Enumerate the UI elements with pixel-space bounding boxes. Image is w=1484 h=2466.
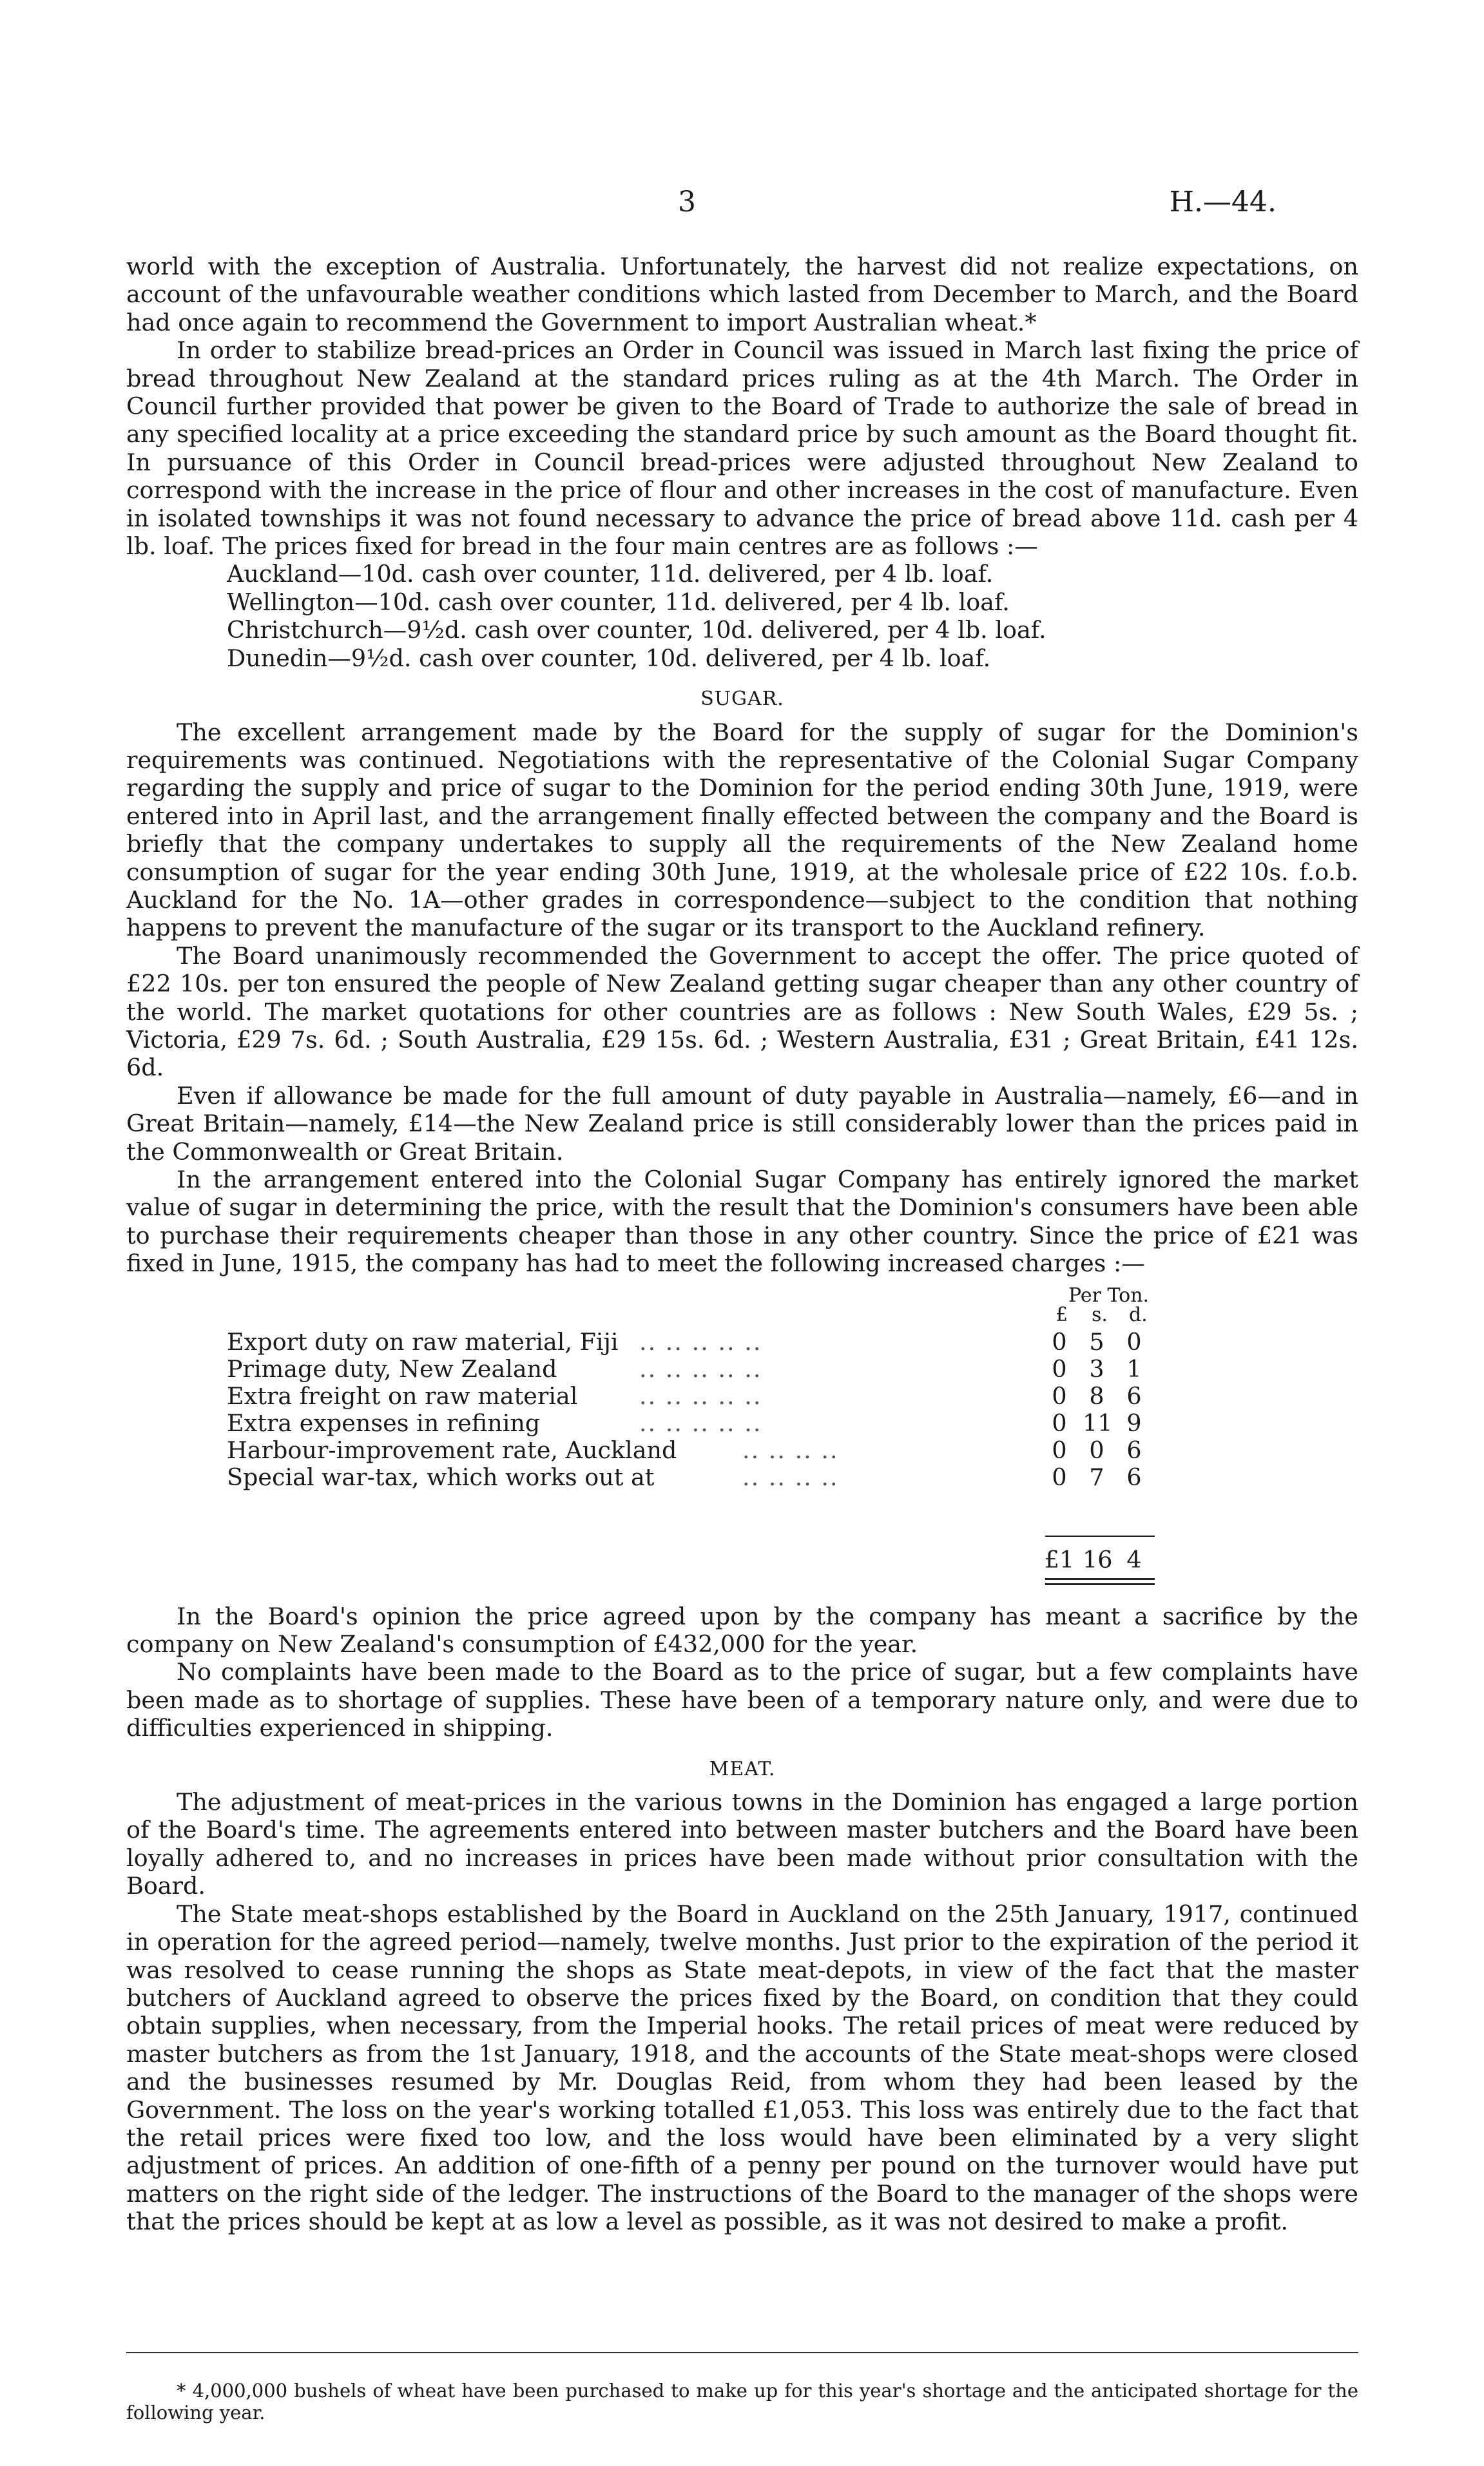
total-double-rule <box>1045 1578 1155 1580</box>
charge-label: Extra expenses in refining <box>227 1409 541 1437</box>
paragraph: In the Board's opinion the price agreed upon by the company has meant a sacrifice by the company on New Zealand's consumption of £432,000 for the year. <box>126 1602 1358 1659</box>
document-reference: H.—44. <box>1169 186 1277 218</box>
table-row <box>227 1463 1358 1490</box>
leader-dots: .. .. .. .. <box>742 1463 839 1491</box>
total-row <box>227 1546 1358 1573</box>
bread-price-list <box>227 560 1358 672</box>
table-row <box>227 1436 1358 1463</box>
amount-pounds: 0 <box>1052 1463 1067 1491</box>
amount-shillings: 8 <box>1089 1382 1104 1410</box>
column-header-shillings: s. <box>1092 1303 1108 1326</box>
section-heading-sugar: SUGAR. <box>700 688 784 711</box>
total-shillings: 16 <box>1083 1545 1113 1574</box>
table-row <box>227 1382 1358 1409</box>
footnote: * 4,000,000 bushels of wheat have been purchased to make up for this year's shortage and the anticipated shortage for the following year. <box>126 2380 1358 2423</box>
leader-dots: .. .. .. .. .. <box>639 1382 762 1410</box>
amount-shillings: 3 <box>1089 1354 1104 1383</box>
paragraph: world with the exception of Australia. Unfortunately, the harvest did not realize expectations, on account of the unfavourable weather conditions which lasted from December to March, and the Board had once again to recommend the Government to import Australian wheat.* <box>126 253 1358 336</box>
amount-pounds: 0 <box>1052 1327 1067 1356</box>
column-header-per-ton: Per Ton. <box>1068 1284 1150 1307</box>
amount-pence: 1 <box>1126 1354 1142 1383</box>
paragraph: No complaints have been made to the Board as to the price of sugar, but a few complaints have been made as to shortage of supplies. These have been of a temporary nature only, and were due to difficulties experienced in shipping. <box>126 1658 1358 1742</box>
page-number: 3 <box>678 186 696 218</box>
amount-pence: 6 <box>1126 1436 1142 1464</box>
paragraph: The excellent arrangement made by the Board for the supply of sugar for the Dominion's requirements was continued. Negotiations with the representative of the Colonial Sugar Company regarding the supply and price of sugar to the Dominion for the period ending 30th June, 1919, were entered into in April last, and the arrangement finally effected between the company and the Board is briefly that the company undertakes to supply all the requirements of the New Zealand home consumption of sugar for the year ending 30th June, 1919, at the wholesale price of £22 10s. f.o.b. Auckland for the No. 1A—other grades in correspondence—subject to the condition that nothing happens to prevent the manufacture of the sugar or its transport to the Auckland refinery. <box>126 718 1358 942</box>
charges-table <box>126 1282 1358 1596</box>
amount-pounds: 0 <box>1052 1409 1067 1437</box>
amount-pounds: 0 <box>1052 1382 1067 1410</box>
total-pence: 4 <box>1126 1545 1142 1574</box>
column-header-pounds: £ <box>1055 1303 1068 1326</box>
amount-pounds: 0 <box>1052 1436 1067 1464</box>
column-header-pence: d. <box>1129 1303 1148 1326</box>
table-row <box>227 1328 1358 1355</box>
table-row <box>227 1355 1358 1382</box>
total-double-rule <box>1045 1583 1155 1585</box>
charge-label: Harbour-improvement rate, Auckland <box>227 1436 677 1464</box>
paragraph: In the arrangement entered into the Colonial Sugar Company has entirely ignored the market value of sugar in determining the price, with the result that the Dominion's consumers have been able to purchase their requirements cheaper than those in any other country. Since the price of £21 was fixed in June, 1915, the company has had to meet the following increased charges :— <box>126 1166 1358 1278</box>
total-pounds: £1 <box>1044 1545 1075 1574</box>
leader-dots: .. .. .. .. .. <box>639 1354 762 1383</box>
paragraph: The adjustment of meat-prices in the various towns in the Dominion has engaged a large portion of the Board's time. The agreements entered into between master butchers and the Board have been loyally adhered to, and no increases in prices have been made without prior consultation with the Board. <box>126 1788 1358 1900</box>
paragraph: In order to stabilize bread-prices an Order in Council was issued in March last fixing the price of bread throughout New Zealand at the standard prices ruling as at the 4th March. The Order in Council further provided that power be given to the Board of Trade to authorize the sale of bread in any specified locality at a price exceeding the standard price by such amount as the Board thought fit. In pursuance of this Order in Council bread-prices were adjusted throughout New Zealand to correspond with the increase in the price of flour and other increases in the cost of manufacture. Even in isolated townships it was not found necessary to advance the price of bread above 11d. cash per 4 lb. loaf. The prices fixed for bread in the four main centres are as follows :— <box>126 336 1358 561</box>
paragraph: The Board unanimously recommended the Government to accept the offer. The price quoted of £22 10s. per ton ensured the people of New Zealand getting sugar cheaper than any other country of the world. The market quotations for other countries are as follows : New South Wales, £29 5s. ; Victoria, £29 7s. 6d. ; South Australia, £29 15s. 6d. ; Western Australia, £31 ; Great Britain, £41 12s. 6d. <box>126 941 1358 1082</box>
amount-pence: 6 <box>1126 1463 1142 1491</box>
leader-dots: .. .. .. .. .. <box>639 1327 762 1356</box>
amount-pounds: 0 <box>1052 1354 1067 1383</box>
subtotal-rule <box>1045 1536 1155 1537</box>
amount-pence: 0 <box>1126 1327 1142 1356</box>
charge-label: Primage duty, New Zealand <box>227 1354 557 1383</box>
bread-price-item: Christchurch—9½d. cash over counter, 10d. delivered, per 4 lb. loaf. <box>227 616 1046 644</box>
leader-dots: .. .. .. .. .. <box>639 1409 762 1437</box>
amount-shillings: 7 <box>1089 1463 1104 1491</box>
table-row <box>227 1409 1358 1436</box>
paragraph: Even if allowance be made for the full amount of duty payable in Australia—namely, £6—and in Great Britain—namely, £14—the New Zealand price is still considerably lower than the prices paid in the Commonwealth or Great Britain. <box>126 1081 1358 1166</box>
section-heading-meat: MEAT. <box>709 1757 776 1780</box>
charge-label: Export duty on raw material, Fiji <box>227 1327 619 1356</box>
bread-price-item: Auckland—10d. cash over counter, 11d. delivered, per 4 lb. loaf. <box>227 560 994 588</box>
leader-dots: .. .. .. .. <box>742 1436 839 1464</box>
body-text <box>126 253 1358 2236</box>
amount-shillings: 11 <box>1083 1409 1113 1437</box>
footnote-rule <box>126 2352 1358 2353</box>
charge-label: Special war-tax, which works out at <box>227 1463 655 1491</box>
bread-price-item: Wellington—10d. cash over counter, 11d. delivered, per 4 lb. loaf. <box>227 588 1010 616</box>
charge-label: Extra freight on raw material <box>227 1382 578 1410</box>
amount-pence: 6 <box>1126 1382 1142 1410</box>
amount-pence: 9 <box>1126 1409 1142 1437</box>
amount-shillings: 5 <box>1089 1327 1104 1356</box>
paragraph: The State meat-shops established by the Board in Auckland on the 25th January, 1917, continued in operation for the agreed period—namely, twelve months. Just prior to the expiration of the period it was resolved to cease running the shops as State meat-depots, in view of the fact that the master butchers of Auckland agreed to observe the prices fixed by the Board, on condition that they could obtain supplies, when necessary, from the Imperial hooks. The retail prices of meat were reduced by master butchers as from the 1st January, 1918, and the accounts of the State meat-shops were closed and the businesses resumed by Mr. Douglas Reid, from whom they had been leased by the Government. The loss on the year's working totalled £1,053. This loss was entirely due to the fact that the retail prices were fixed too low, and the loss would have been eliminated by a very slight adjustment of prices. An addition of one-fifth of a penny per pound on the turnover would have put matters on the right side of the ledger. The instructions of the Board to the manager of the shops were that the prices should be kept at as low a level as possible, as it was not desired to make a profit. <box>126 1900 1358 2236</box>
page-header <box>0 186 1484 224</box>
amount-shillings: 0 <box>1089 1436 1104 1464</box>
bread-price-item: Dunedin—9½d. cash over counter, 10d. delivered, per 4 lb. loaf. <box>227 644 991 672</box>
